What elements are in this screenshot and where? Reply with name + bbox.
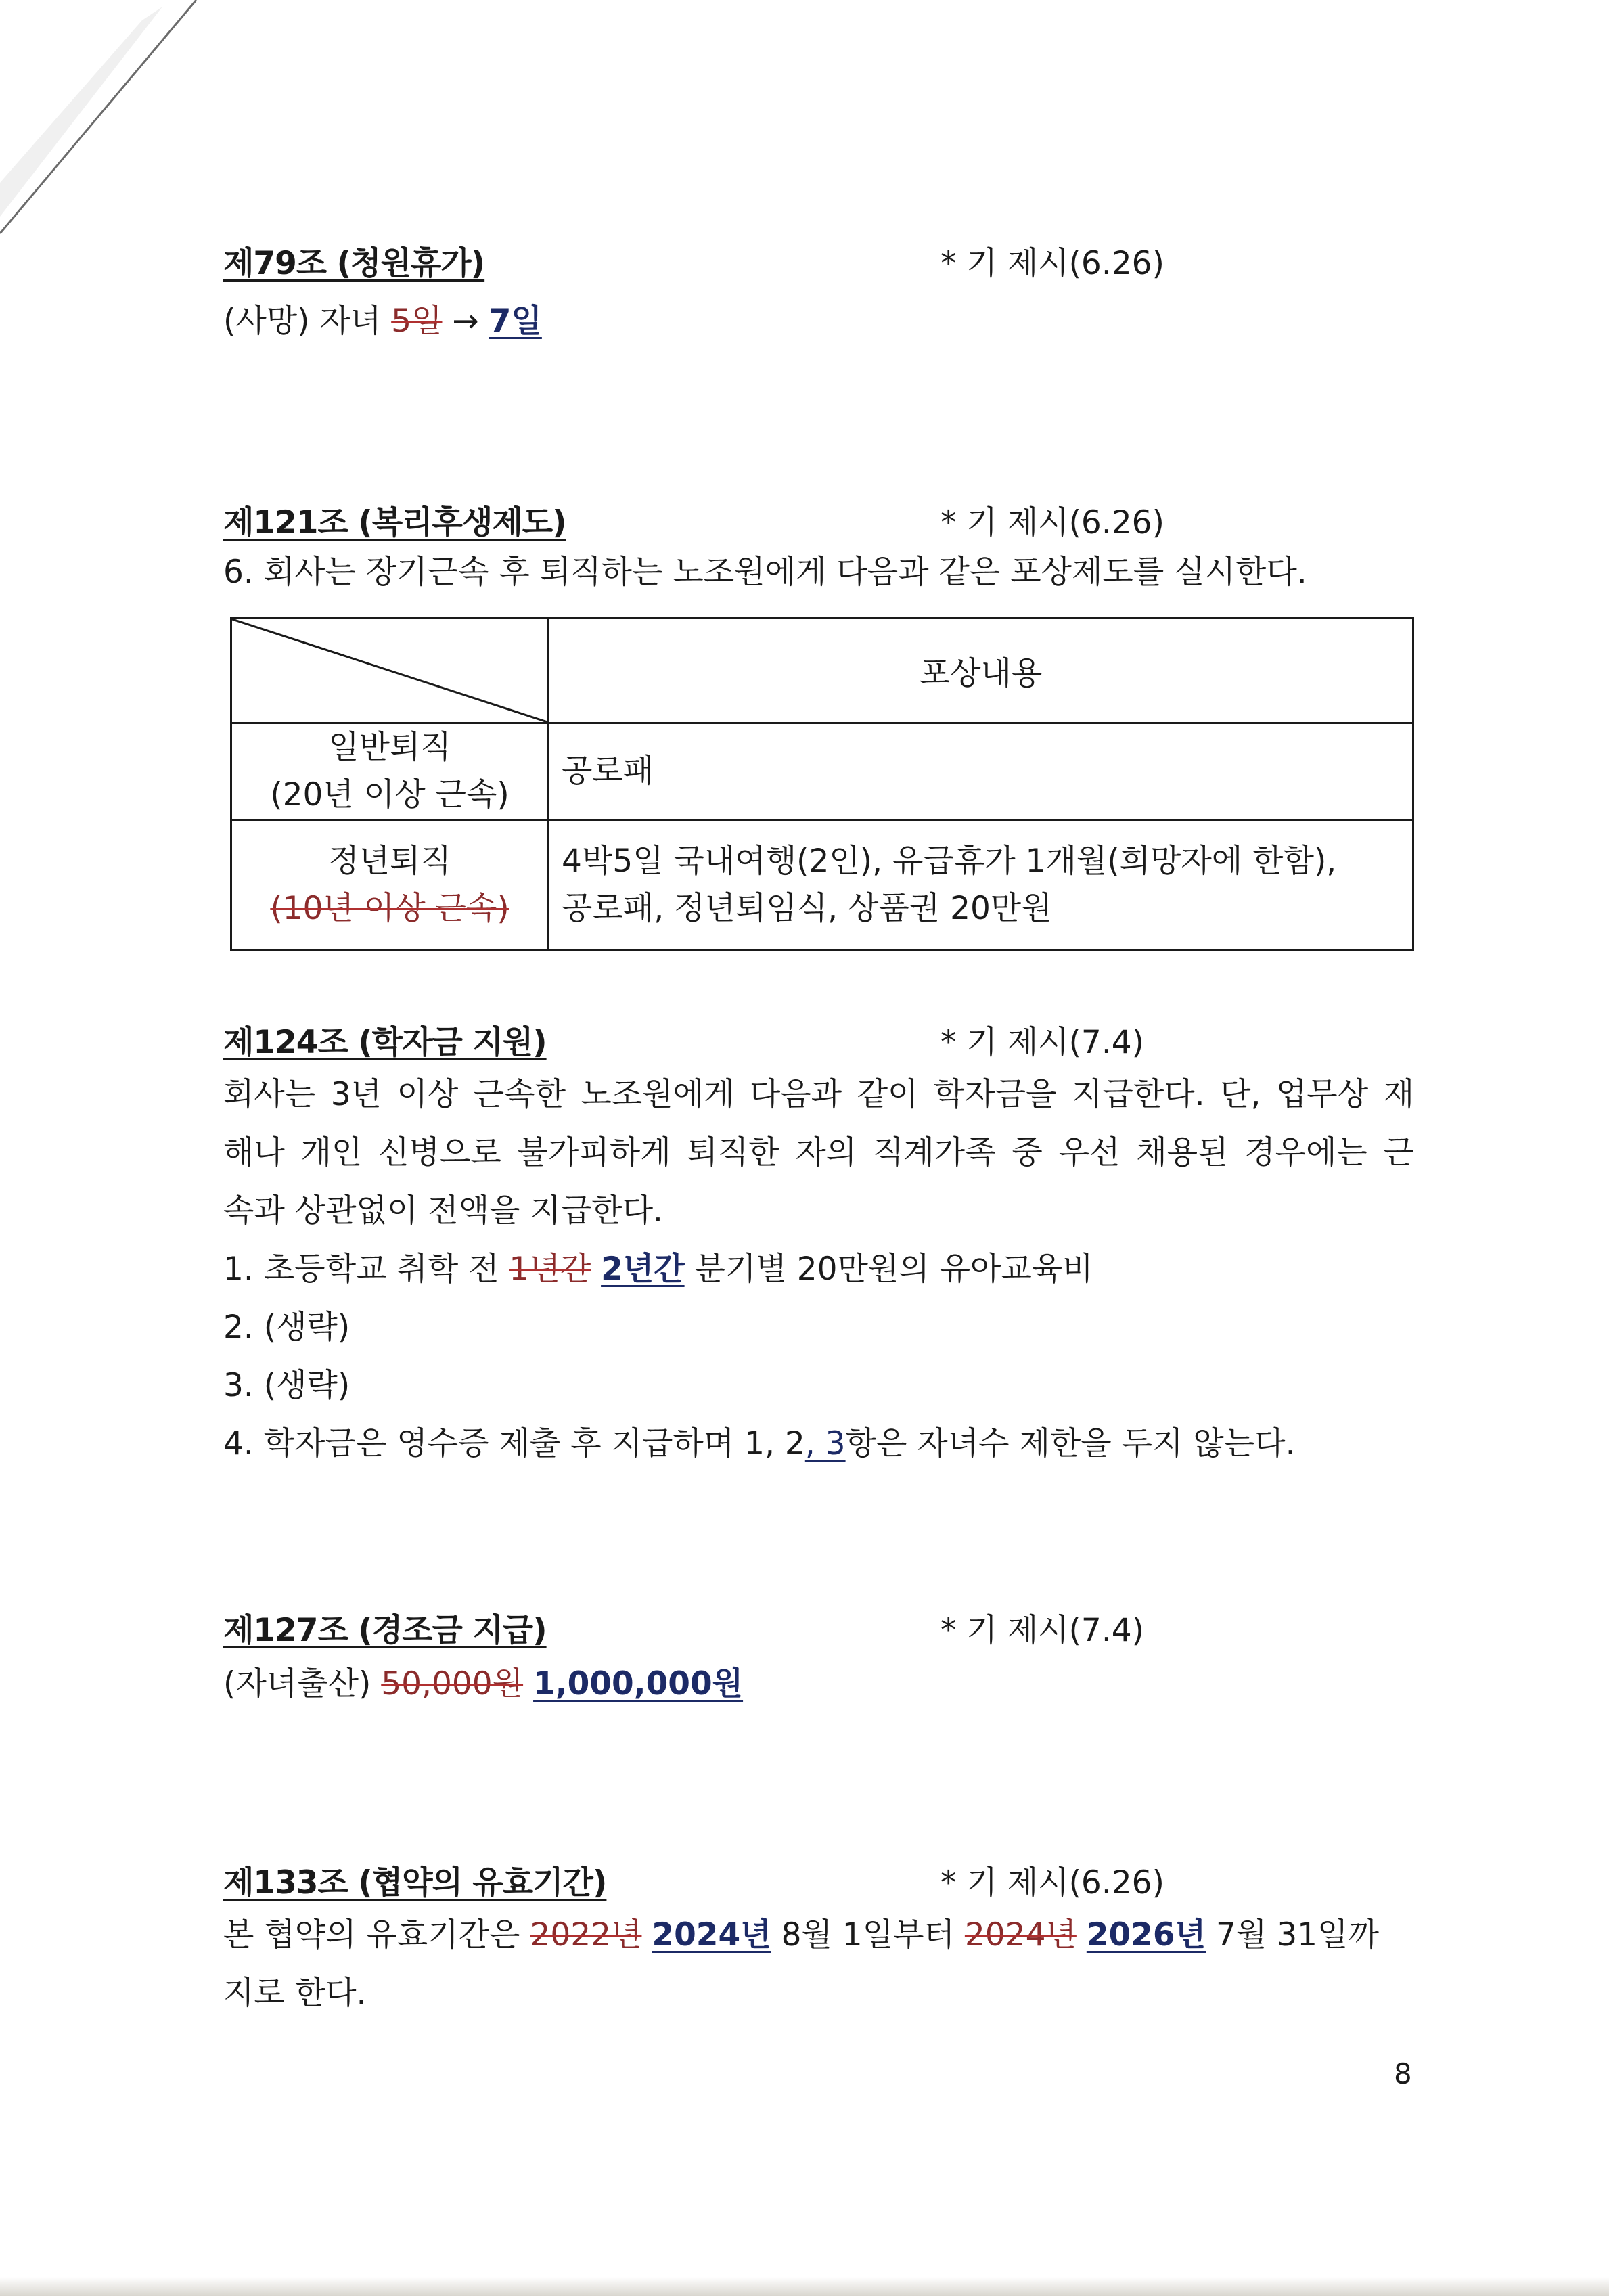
article-124-para-line: 속과 상관없이 전액을 지급한다.	[223, 1192, 663, 1230]
benefit-table	[230, 617, 1414, 951]
row-content-line: 4박5일 국내여행(2인), 유급휴가 1개월(희망자에 한함),	[562, 842, 1337, 880]
item-text: 항은 자녀수 제한을 두지 않는다.	[845, 1425, 1296, 1462]
article-133-line-2: 지로 한다.	[223, 1975, 367, 2012]
article-127-new-value: 1,000,000원	[533, 1665, 744, 1703]
article-133-line-1	[223, 1906, 1414, 1964]
item-1-new-value: 2년간	[601, 1251, 685, 1288]
row-subtitle-struck: (10년 이상 근속)	[270, 890, 509, 927]
article-124-heading: 제124조 (학자금 지원)	[223, 1024, 547, 1061]
article-79-prefix: (사망) 자녀	[223, 302, 392, 340]
article-133-old-year-1: 2022년	[530, 1916, 642, 1954]
line-text: 본 협약의 유효기간은	[223, 1916, 530, 1954]
row-content-line: 공로패, 정년퇴임식, 상품권 20만원	[562, 890, 1052, 927]
column-header-reward: 포상내용	[549, 618, 1413, 723]
article-124-item-3: 3. (생략)	[223, 1367, 350, 1404]
article-133-section	[223, 1858, 1414, 2023]
row-title: 정년퇴직	[328, 842, 451, 880]
article-124-note: * 기 제시(7.4)	[941, 1024, 1145, 1061]
table-row	[231, 723, 1413, 820]
row-subtitle: (20년 이상 근속)	[270, 776, 509, 813]
diagonal-line	[232, 619, 547, 722]
item-text: 4. 학자금은 영수증 제출 후 지급하며 1, 2	[223, 1425, 805, 1462]
article-127-old-value: 50,000원	[381, 1665, 524, 1703]
article-127-note: * 기 제시(7.4)	[941, 1612, 1145, 1649]
row-content-mandatory-retirement	[549, 820, 1413, 951]
line-text: 7월 31일까	[1206, 1916, 1379, 1954]
article-124-item-1	[223, 1240, 1414, 1299]
article-79-old-value: 5일	[391, 302, 443, 340]
row-header-mandatory-retirement	[231, 820, 549, 951]
line-text: (자녀출산)	[223, 1665, 382, 1703]
article-121-intro: 6. 회사는 장기근속 후 퇴직하는 노조원에게 다음과 같은 포상제도를 실시한다.	[223, 554, 1307, 591]
table-row	[231, 618, 1413, 723]
article-124-para-line: 회사는 3년 이상 근속한 노조원에게 다음과 같이 학자금을 지급한다. 단, 업무상 재	[223, 1076, 1414, 1113]
diagonal-header-cell	[231, 618, 549, 723]
table-row	[231, 820, 1413, 951]
page-corner-fold	[0, 0, 203, 244]
article-133-heading: 제133조 (협약의 유효기간)	[223, 1864, 607, 1901]
item-text: 1. 초등학교 취학 전	[223, 1251, 509, 1288]
article-127-section	[223, 1605, 1414, 1713]
article-79-line	[223, 292, 1414, 351]
row-content-general-retirement: 공로패	[549, 723, 1413, 820]
row-header-general-retirement	[231, 723, 549, 820]
article-124-para-line: 해나 개인 신병으로 불가피하게 퇴직한 자의 직계가족 중 우선 채용된 경우에는 근	[223, 1134, 1414, 1171]
article-133-new-year-1: 2024년	[652, 1916, 771, 1954]
article-79-heading: 제79조 (청원휴가)	[223, 245, 485, 282]
article-124-section	[223, 1017, 1414, 1473]
page-bottom-edge	[0, 2277, 1609, 2296]
article-124-item-2: 2. (생략)	[223, 1309, 350, 1346]
item-1-old-value: 1년간	[509, 1251, 591, 1288]
article-79-section	[223, 238, 1414, 351]
article-124-item-4	[223, 1415, 1414, 1473]
article-121-section	[223, 497, 1414, 602]
item-4-new-value: , 3	[805, 1425, 846, 1462]
article-127-line	[223, 1655, 1414, 1713]
arrow: →	[442, 302, 489, 340]
page-number: 8	[1394, 2057, 1412, 2090]
row-title: 일반퇴직	[328, 729, 451, 766]
article-127-heading: 제127조 (경조금 지급)	[223, 1612, 547, 1649]
article-133-old-year-2: 2024년	[964, 1916, 1077, 1954]
article-121-heading: 제121조 (복리후생제도)	[223, 504, 566, 541]
article-133-new-year-2: 2026년	[1086, 1916, 1206, 1954]
line-text: 8월 1일부터	[771, 1916, 965, 1954]
item-text: 분기별 20만원의 유아교육비	[684, 1251, 1093, 1288]
article-121-note: * 기 제시(6.26)	[941, 504, 1164, 541]
article-133-note: * 기 제시(6.26)	[941, 1864, 1164, 1901]
article-79-new-value: 7일	[489, 302, 542, 340]
article-79-note: * 기 제시(6.26)	[941, 245, 1164, 282]
